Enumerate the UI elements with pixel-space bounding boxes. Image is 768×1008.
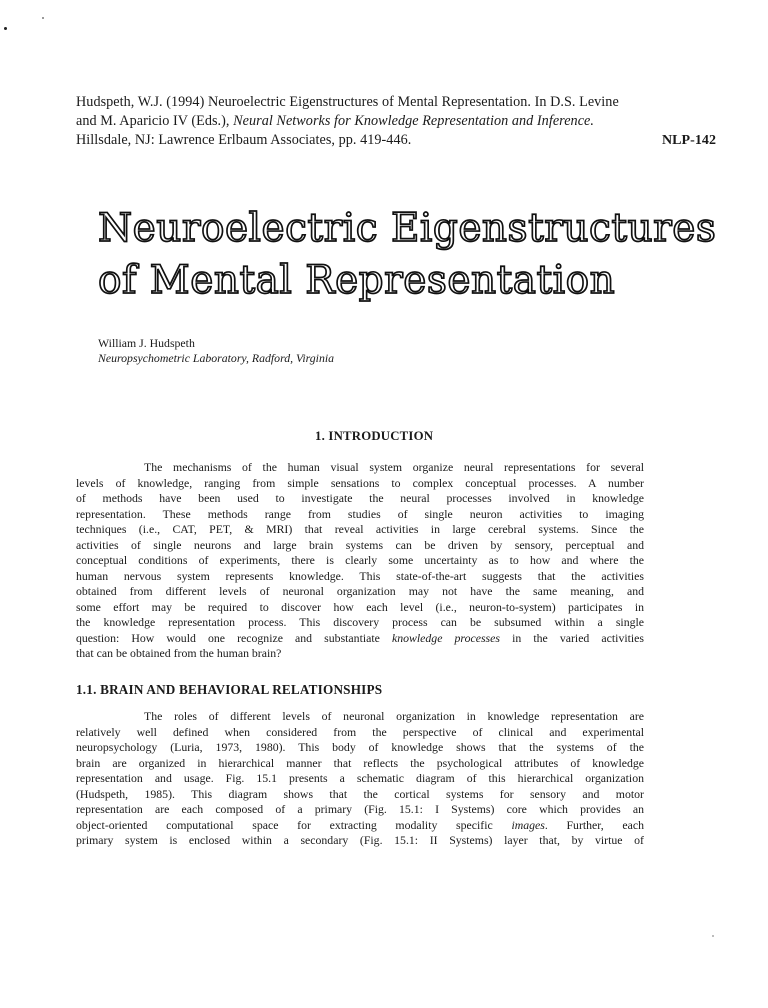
citation-book-title: Neural Networks for Knowledge Representation and Inference. <box>233 113 594 129</box>
paragraph-line: the knowledge representation process. This discovery process can be subsumed within a single <box>76 615 644 629</box>
document-code: NLP-142 <box>661 133 716 148</box>
paragraph-line: brain are organized in hierarchical manner that reflects the psychological attributes of knowledge <box>76 755 644 770</box>
scan-speck <box>4 27 7 30</box>
paragraph-line: representation. These methods range from studies of single neuron activities to imaging <box>76 506 644 521</box>
paragraph-line: levels of knowledge, ranging from simple sensations to complex conceptual processes. A number <box>76 475 644 490</box>
author-block <box>98 336 334 366</box>
citation-line-2 <box>76 112 716 131</box>
section-heading-introduction: 1. INTRODUCTION <box>315 429 434 443</box>
brain-behavior-paragraph <box>76 709 644 849</box>
paragraph-line <box>76 631 644 647</box>
title-line-2: of Mental Representation <box>98 258 616 303</box>
paragraph-line: The mechanisms of the human visual system organize neural representations for several <box>144 460 644 474</box>
text-run: object-oriented computational space for extracting modality specific <box>76 817 512 832</box>
scan-speck <box>42 17 44 19</box>
citation-line-3: Hillsdale, NJ: Lawrence Erlbaum Associates, pp. 419-446. <box>76 132 412 148</box>
introduction-paragraph <box>76 460 644 662</box>
paragraph-line: obtained from different levels of neuronal organization may not have the same meaning, and <box>76 584 644 598</box>
citation-line-1: Hudspeth, W.J. (1994) Neuroelectric Eigenstructures of Mental Representation. In D.S. Levine <box>76 94 619 110</box>
paragraph-line: activities of single neurons and large brain systems can be driven by sensory, perceptual and <box>76 537 644 552</box>
emphasis-text: knowledge processes <box>391 630 500 645</box>
title-line-1: Neuroelectric Eigenstructures <box>98 206 717 251</box>
paper-title <box>98 203 717 307</box>
author-affiliation: Neuropsychometric Laboratory, Radford, Virginia <box>98 351 335 365</box>
paragraph-line: (Hudspeth, 1985). This diagram shows that the cortical systems for sensory and motor <box>76 786 644 801</box>
paragraph-line: neuropsychology (Luria, 1973, 1980). This body of knowledge shows that the systems of the <box>76 740 644 754</box>
text-run: question: How would one recognize and substantiate <box>76 630 392 645</box>
text-run: . Further, each <box>544 817 644 832</box>
paragraph-line: relatively well defined when considered from the perspective of clinical and experimental <box>76 724 644 739</box>
text-run: in the varied activities <box>499 630 645 645</box>
paragraph-line: of methods have been used to investigate the neural processes involved in knowledge <box>76 491 644 505</box>
citation-block <box>76 93 716 150</box>
paragraph-line: human nervous system represents knowledge. This state-of-the-art suggests that the activities <box>76 568 644 583</box>
paragraph-line <box>76 818 644 834</box>
author-name: William J. Hudspeth <box>98 336 195 350</box>
emphasis-text: images <box>511 817 545 832</box>
paragraph-line: primary system is enclosed within a secondary (Fig. 15.1: II Systems) layer that, by virtue of <box>76 833 644 847</box>
paragraph-line: conceptual conditions of experiments, there is clearly some uncertainty as to how and where the <box>76 553 644 567</box>
paragraph-line: some effort may be required to discover how each level (i.e., neuron-to-system) participates in <box>76 599 644 614</box>
citation-editors: and M. Aparicio IV (Eds.), <box>76 113 234 129</box>
paragraph-line: techniques (i.e., CAT, PET, & MRI) that reveal activities in large cerebral systems. Since the <box>76 522 644 536</box>
paragraph-line: that can be obtained from the human brain? <box>76 646 282 660</box>
scan-speck <box>712 935 714 937</box>
paragraph-line: representation are each composed of a primary (Fig. 15.1: I Systems) core which provides an <box>76 802 644 816</box>
paragraph-line: The roles of different levels of neuronal organization in knowledge representation are <box>144 709 644 723</box>
paragraph-line: representation and usage. Fig. 15.1 presents a schematic diagram of this hierarchical organization <box>76 771 644 785</box>
section-heading-brain-behavior: 1.1. BRAIN AND BEHAVIORAL RELATIONSHIPS <box>76 682 383 697</box>
